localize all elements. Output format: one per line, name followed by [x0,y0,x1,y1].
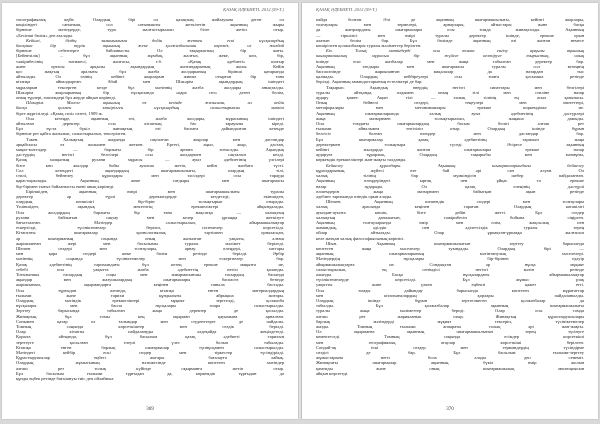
text-line: Томның соңында көрсеткіштер мен сөздік берілді. [16,323,284,329]
text-line: аудару қажет. Ақын тілі — халық тілінің ең асыл қазынасы. [316,95,584,101]
text-line: айқын көрсетеді. [316,370,349,376]
text-line: алатын бөлім бар. Бұл бөлімде ақынның өзі жазған немесе [316,37,584,43]
left-page-number: 369 [146,407,154,412]
text-line: нұсқалары мен баспа нұсқалары өзара салыстырылды. [16,303,284,309]
text-line: әдебиет тарихында өзіндік орын алады. [316,193,393,199]
text-line: шығармашылық мұрасын бір жүйеге келтіруге тырыстық, оның [316,53,584,59]
text-line: мақал-мәтелдер — барлығы бір арнаға тоғысады. Ақындық [16,147,284,153]
text-line: Сол кезеңдегі ақындардың шығармашылығы, олардың тілі, [16,167,284,173]
text-line: әр шығарманың соңында оның жазылған уақыты, алғаш [16,235,284,241]
text-line: қалмады. Олардың кейбіреулері осы томға қосымша ретінде [316,74,584,80]
text-line: кітапқа айналдырған. Абай мен Шәкәрім ақындардың ішіндегі [16,79,284,85]
text-line: белгісіз болған өлеңдер мен дастандар бар. [316,131,584,137]
text-line: халық тілінің бар мүмкіндігін шебер пайдаланған. [316,173,584,179]
text-line: себебі осы уақытта жазба әдебиеттің негізі қаланды. [16,266,284,272]
text-line: бізге көп жылдар бойы ауызша жетіп, кейін жазбаға түсті. [16,162,284,168]
text-line: бағытталған. Мәтіндер салыстырылып, айырмашылықтар [16,219,284,225]
text-line: жамандық, әділдік пен әділетсіздік туралы терең [316,225,584,231]
right-page [302,3,598,419]
text-line: ауыздан-ауызға көшіп, бізге дейін жетті. Бұл сөздер [316,209,584,215]
text-line: Шешен сөздері мен толғаулары, арнау өлеңдері, хаттары [16,245,284,251]
text-line: — тіршілігі мен өмірі туралы деректер ішінде, ерекше орын [316,32,584,38]
text-line: Ақынның шығармаларында халық ауыз әдебиетінің дәстүрлері [316,110,584,116]
text-line: Осы тұрғыдан алғанда, кітапқа енген материалдардың [16,287,284,293]
text-line: баспасөзінде жарияланған мақалалар да назардан тыс [316,69,584,75]
text-line: жарияланған жері мен басылымы туралы мәлімет беріледі. [16,240,284,246]
text-line: Олардың ішінде бұрын зерттелмеген қолжазбалар да [316,297,584,303]
text-line: жазды. Томның ғылыми аппараты толық әрі жан-жақты. [316,323,584,329]
text-line: барлық мәтіндерді мұқият тексеріп, түсініктемелер [316,318,584,324]
text-line: жарияланып, оқырмандарға кеңінен таныла бастады. [16,282,284,288]
text-line: басқа қолмен көшірілген нұсқалардың салыстырмалы мәтіні [16,105,284,111]
text-line: Бұл басылым ғылыми тұрғыдан да, көркемдік тұрғыдан да [16,370,284,376]
text-line: ішінде ескі жазбалар мен жаңа табылған деректер бар. [316,58,584,64]
text-line: салыстырылып, ең сенімдісі негізгі мәтін ретінде [316,266,584,272]
text-line: пайда болған. Әлі де ақынның шығармашылығы, кейінгі жырлары, [316,17,584,22]
left-page-header: ҚАЗАҚ ӘДЕБИЕТІ. 2012 (59-Т.) [223,7,284,12]
text-line: Зерттеу барысында табылған жаңа деректер де қосылды. [16,308,284,314]
text-line: Мәтіндегі кейбір ескі сөздер мен тіркестер түсіндірілді. [16,350,284,355]
right-page-number: 370 [446,407,454,412]
text-line: Ақынның тағдыры мен шығармасы туралы сол кезеңнің [316,63,584,69]
text-line: Кейінгі, біздің заманымызға дейін жеткен ескі нұсқалардың [26,37,284,43]
text-line: Шын. Ақынның шығармашылығын зерттеу барысында [326,240,584,246]
text-line: айтылады. Ол өзінің кейінгі жырларын жинап отырған бір ғана [16,74,284,80]
text-line: туралы айтқанда, алдымен оның тілі мен стиліне назар [316,89,584,95]
text-line: алынды. Басқа нұсқалардағы айырмашылықтар [316,271,584,277]
text-line: жаңа мазмұнмен толықтырылып, жаңаша дамыды. [316,115,584,121]
text-line: зерттеуге қосылған елеулі үлес болып табылады. [16,339,284,345]
text-line: «Бесінші бөлім» деп аталады. [16,32,74,38]
text-line: Осы жолдардың барлығы бір ғана мақсатқа — халықтың [16,209,284,215]
text-line: Қазақ әдебиетінің тарихындағы бұл кезең ерекше маңызға ие, [16,261,284,267]
text-line: құралдарының жүйесі өте бай әрі сан алуан. Ол [316,167,584,173]
text-line: бірнеше рет қайта жазылып, салыстырылып, тексерілген. [16,131,127,137]
text-line: стилі, бейнелеу құралдары мен тәсілдері осы тарауда [16,173,284,179]
text-line: да жанрлардағы шығармалары осы томда жинақталды. Ақынның [316,27,584,33]
text-line: назар аударады. Ол қазақ өлеңінің дәстүрлі [316,183,584,189]
text-line: Кітапқа енген барлық шығармалар түпнұсқамен салыстырылды. [16,344,284,350]
text-line: Шәкәрім жырларының бір нұсқасында «қара сөз» деген бөлім, [16,89,284,95]
text-line: табылды. Бұл қолжазбалар ақынның шығармашылығы [316,303,584,309]
text-line: Бұл шығармалар қазақ әдебиетінің тарихын жаңа [316,136,584,142]
text-line: бірнеше себептерге байланысты. Ол тақырыптың бір жағы. [16,48,284,54]
text-line: өлшемдерін жаңа мазмұнмен байытқан ақын ретінде [316,188,584,194]
text-line: басқаша бір түрін ақынның жеке қолжазбасынан көреміз, ол жағдай [16,43,284,49]
text-line: деректермен толықтыра түседі. Әсіресе ақынның [316,141,584,147]
text-line: Осы томдағы шығармалардың басым бөлігі алғаш рет [316,121,584,127]
text-line: Біз. Толық мәтіндерді осы томға енгізу арқылы ақынның [326,48,584,54]
text-line: Олардың жұмысының нәтижесінде көптеген мәтіндер [16,360,284,366]
text-line: туралы жаңа мәліметтер береді. Олар осы томда [316,308,584,314]
text-line: деректер әр түрлі дереккөздерде кездеседі; екіншіден, [16,193,284,199]
text-line: Осы томды дайындау барысында көптеген мұрағаттар [316,287,584,293]
text-line: мәтіннің соңында түсініктемелер мен ескертпелер бар. [16,256,284,262]
text-line: халық арасында кеңінен тараған. Олардың көпшілігі [316,204,584,210]
text-line: мен кітапханалардың қорлары пайдаланылды. [316,292,584,298]
text-line: келе жатқан халық философиясының көрінісі. [316,235,405,241]
text-line: мұраларын тексерген кезде бұл мәтіннің жазба жолдары анықталды. [16,84,284,90]
text-line: алғаш рет жарияланып отыр. Жинақтың құрастырушылары [316,313,584,319]
text-line: және ортасы арқылы ақындардың жазғандарының жолы. Кейін [16,63,284,69]
text-line: Мәтіндердің нұсқалары бір-бірінен едәуір [316,256,584,262]
text-line: Қазақ халқының рухани мұрасы — ауыз әдебиетінің үлгілері [16,157,284,163]
text-line: бір-бірімен тығыз байланысты екені анық көрінеді. [16,183,115,189]
text-line: Осы кезеңде, ақынның өзі, жазба жолдары, мұрасының ішіндегі [26,115,284,121]
text-line: әрқайсысы өз жолымен жеткен. Ертегі, аңыз, жыр, дастан, [16,141,284,147]
text-line: [Бейнелілік] ... бұл ақынның жұмбақ, жалғыз, жеке, көп, бір, [16,53,284,59]
text-line: Сонымен қатар ол ғалымдар мен студенттерге де пайдалы. [16,318,284,324]
text-line: Жинақтағы шығармалар ақынның бүкіл өмір жолын [316,360,584,366]
text-line: мен географиялық атаулар көрсеткіші берілген. [316,339,584,345]
text-line: олардың көпшілігі бір-бірін толықтырып отырады. [16,199,284,205]
text-line: топографиялық жүйе. Олардың бірі ол қазақтың жайлауына деген ол [16,17,284,22]
text-line: Бұл тұста бүкіл жинақтың өзі баспаға дайындалған кезеңде [16,126,284,132]
text-line: Үшіншіден, ақындық мектептің ерекшеліктері айқындалады. [16,204,284,210]
text-line: толғаулары мен термелері, арнаулары, айтыстары және басқа [316,22,584,28]
text-line: оның түрлері, өлшемдері бұл жерде айқын көрінеді. [16,95,116,101]
text-line: ойлар айтылады. Олар ұрпақтан-ұрпаққа жалғасып [316,230,584,236]
text-line: көмектеседі. Томның соңында есімдер көрсеткіші [316,334,584,340]
text-line: ғылыми айналымға енгізіліп отыр. Олардың ішінде бұрын [316,126,584,132]
text-line: ақынның шығармаларының мәтінтанулық мәселелері. [316,251,584,257]
left-page [2,3,298,419]
text-line: көңіліндегі сағыныш, сол сағынышты жеткізетін ақынның жыры [16,22,284,28]
text-line: айтылған деректер осы кітаптың бас тарауына кіреді. [16,121,284,127]
text-line: ақындар мен жазушылардың шығармалары баспасөз бетінде [16,277,284,283]
text-line: ескертілді, түсініктемелер беріліп, сілтемелер көрсетілді. [16,225,284,231]
text-line: Кітаптағы шығармалар хронологиялық тәртіппен орналасқан, [16,230,284,236]
text-line: бірнеше мәтіндерде, тура жалғастырылып бізге жетіп отыр. [16,27,284,33]
text-line: Біріншіден, ақынның өмірі мен шығармашылығы туралы [26,188,284,194]
text-line: Сондай-ақ ескі сөздер мен терминдердің түсіндірме [316,344,584,350]
text-line: қос жақтың аралығы бұл жазба жолдарының бірінші қатарында [16,69,284,75]
text-line: құнды еңбек ретінде бағалануы тиіс деп ойлаймыз. [16,376,115,382]
text-line: халықтың даналығын, тәжірибесін бойына сіңірген. [316,214,584,220]
text-line: Тақырып. Ақындық өнердің негізгі сипаттары мен белгілері [326,84,584,90]
text-line: Олар кітапты пайдалануды әлдеқайда жеңілдетеді. [16,329,284,335]
text-line: жұмыстарына негіз бола алады деп сенеміз. [316,355,584,361]
text-line: ғылыми және тарихи құндылығы айрықша жоғары. [16,292,284,298]
text-line: уақытты және үлкен еңбекті қажет етті. [316,282,584,288]
text-line: Қорыта айтқанда, бұл басылым қазақ әдебиеті тарихын [16,334,284,340]
text-line: алғаш рет толық күйінде оқырманға жетіп отыр. [16,365,284,371]
text-line: Ақынның өлеңдеріндегі ырғақ пен ұйқас та ерекше [316,178,584,184]
text-line: Құрастырушылар еңбегі жоғары бағалауға лайық. [16,355,284,361]
text-line: аударуға тұрарлық. Олардың тақырыбы мен мазмұны, [316,152,584,158]
text-line: метафоралары мен метонимиялары ерекше көркемдікке ие. [316,105,584,111]
text-line: Олардың мәтіндік ерекшеліктері мұқият зерттелді, қолжазба [16,297,284,303]
right-page-header: ҚАЗАҚ ӘДЕБИЕТІ. 2012 (59-Т.) [316,7,377,12]
text-line: көркемдік ерекшеліктері жан-жақты талданды. [316,157,407,163]
text-line: Бейнелеу құралдары. Ақынның шығармаларындағы бейнелеу [326,162,584,168]
text-line: қамтиды және оның шығармашылық эволюциясын [316,365,584,371]
text-line: кейінгі жылдарда жазған шығармалары ерекше назар [316,147,584,153]
text-line: Тоғызыншы ғасырдың соңы мен жиырмасыншы ғасырдың басында [16,271,284,277]
text-line: бірге жүргізіледі. «Қазақ сөзі» газеті, 1909 ж. [16,110,103,116]
text-line: түсініктемелерде көрсетілді. Бұл жұмыс ұзақ [316,277,584,283]
text-line: қарастырылады. Ақынның жеке тағдыры мен шығармасы [16,178,284,184]
right-page-text [316,17,584,385]
text-line: Тәкен. Халықтың жадында сақталған жырлар мен дастандар [26,136,284,142]
text-line: рухани байлығын сақтау мен келер ұрпаққа жеткізуге [16,214,284,220]
text-line: Ақынның толғауларында өмір мен өлім, жақсылық пен [316,219,584,225]
text-line: Жинақтың бұл томы кең оқырман қауымына арналған. [16,313,284,319]
text-line: сөздігі де бар. Бұл басылым ғылыми-зерттеу [316,350,584,355]
text-line: көптеген жаңа мәселелер туындады. Олардың бірі — [316,245,584,251]
text-line: берілді. Ақынның замандастарының естеліктері де бар. [316,79,423,85]
text-line: тәжірибесінің нәтижесі, жалғасы, т.б. «Қазақ әдебиеті» шоғыр [16,58,284,64]
left-page-text [16,17,284,385]
text-line: Ол оқырманға ақынның шығармашылығын терең түсінуге [316,329,584,335]
text-line: айырмашылықтарға ие. Сондықтан әр нұсқа мұқият [316,261,584,267]
text-line: Шешен. Ақынның шешендік сөздері мен толғаулары [326,199,584,205]
text-line: Шәкәрім. Мәселе ақынның өз кезінде жазылған, ал кейін [26,100,284,106]
text-line: дәстүрдің негізгі белгілері осы жолдармен сақталып келді. [16,152,284,158]
text-line: көшірілген қолжазбалары туралы мәліметтер берілген. [316,43,422,49]
text-line: мен қара сөздері жеке бөлім ретінде берілді. Әрбір [16,251,284,257]
text-line: Оның бейнелі сөздері, теңеулері мен эпитеттері, [316,100,584,106]
